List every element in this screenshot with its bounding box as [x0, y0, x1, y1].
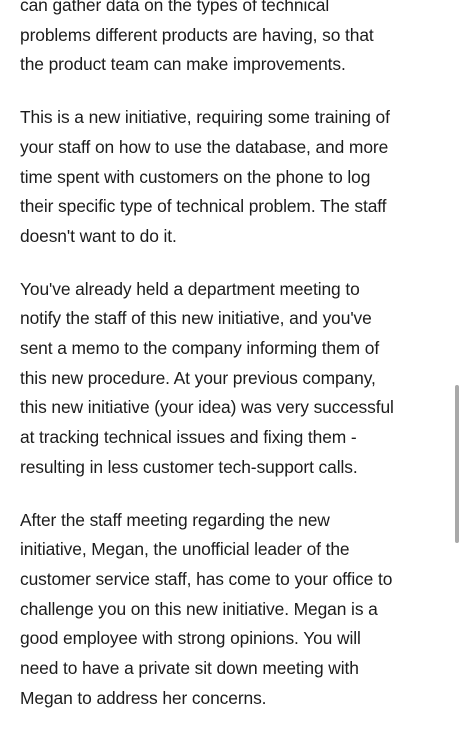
text-line: can gather data on the types of technical	[20, 0, 330, 15]
text-line: problems different products are having, so that	[20, 24, 374, 45]
document-body	[20, 0, 452, 736]
text-line: doesn't want to do it.	[20, 225, 177, 246]
text-line: sent a memo to the company informing them of	[20, 338, 380, 359]
text-line: good employee with strong opinions. You will	[20, 628, 361, 649]
text-line: this new procedure. At your previous company,	[20, 367, 376, 388]
text-line: your staff on how to use the database, and more	[20, 136, 389, 157]
text-line: Megan to address her concerns.	[20, 687, 267, 708]
vertical-scrollbar[interactable]	[455, 385, 459, 543]
text-line: customer service staff, has come to your office to	[20, 568, 393, 589]
text-line: the product team can make improvements.	[20, 54, 346, 75]
text-line: resulting in less customer tech-support calls.	[20, 456, 358, 477]
paragraph-3	[20, 275, 452, 483]
text-line: notify the staff of this new initiative, and you've	[20, 308, 372, 329]
paragraph-4	[20, 506, 452, 714]
paragraph-2	[20, 103, 452, 252]
text-line: their specific type of technical problem. The staff	[20, 196, 387, 217]
text-line: After the staff meeting regarding the new	[20, 509, 330, 530]
text-line: at tracking technical issues and fixing them -	[20, 427, 357, 448]
text-line: This is a new initiative, requiring some training of	[20, 107, 390, 128]
text-line: need to have a private sit down meeting with	[20, 658, 359, 679]
text-line: initiative, Megan, the unofficial leader of the	[20, 539, 350, 560]
text-line: this new initiative (your idea) was very successful	[20, 397, 394, 418]
text-line: time spent with customers on the phone to log	[20, 166, 371, 187]
text-line: You've already held a department meeting to	[20, 278, 360, 299]
paragraph-1	[20, 0, 452, 80]
text-line: challenge you on this new initiative. Megan is a	[20, 598, 378, 619]
